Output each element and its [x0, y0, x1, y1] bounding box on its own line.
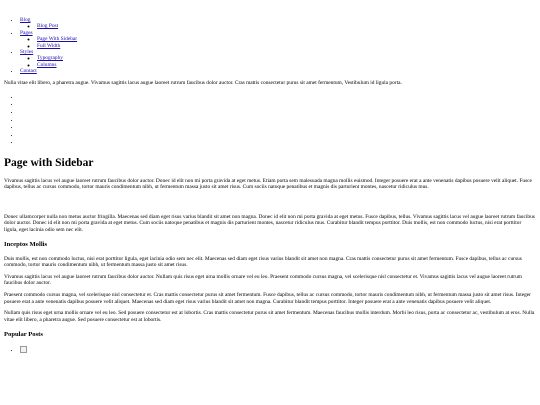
paragraph-third: Duis mollis, est non commodo luctus, nisi erat porttitor ligula, eget lacinia odio sem nec elit. Maecenas sed diam eget risus varius blandit sit amet non magna. Cras mattis consectetur purus sit amet fermentum. Fusce dapibus, tellus ac cursus commodo, tortor mauris condimentum nibh, ut fermentum massa justo sit amet risus.: [4, 255, 522, 269]
empty-list-item: [20, 109, 536, 117]
paragraph-second: Donec ullamcorper nulla non metus auctor fringilla. Maecenas sed diam eget risus varius blandit sit amet non magna. Donec id elit non mi porta gravida at eget metus. Fusce dapibus, tellus. Vivamus sagittis lacus vel augue laoreet rutrum faucibus dolor auctor. Donec id elit non mi porta gravida at eget metus. Cum sociis natoque penatibus et magnis dis parturient montes, nascetur ridiculus mus. Curabitur blandit tempus porttitor. Duis mollis, est non commodo luctus, nisi erat porttitor ligula, eget lacinia odio sem nec elit.: [4, 213, 535, 233]
popular-post-link[interactable]: [20, 347, 27, 353]
nav-link-typography[interactable]: Typography: [37, 55, 63, 62]
nav-link-blog-post[interactable]: Blog Post: [37, 23, 59, 30]
paragraph-sixth: Nullam quis risus eget urna mollis ornare vel eu leo. Sed posuere consectetur est at lobortis. Cras mattis consectetur purus sit amet fermentum. Maecenas faucibus mollis interdum. Morbi leo risus, porta ac consectetur ac, vestibulum at eros. Nulla vitae elit libero, a pharetra augue. Sed posuere consectetur est at lobortis.: [4, 310, 535, 323]
nav-link-blog[interactable]: Blog: [20, 17, 31, 23]
nav-link-pages[interactable]: Pages: [20, 29, 33, 36]
popular-posts-heading: Popular Posts: [4, 331, 43, 339]
empty-list-item: [20, 139, 536, 147]
nav-link-contact[interactable]: Contact: [20, 68, 37, 74]
main-navigation: [4, 17, 536, 74]
nav-item-pages: [20, 30, 536, 49]
paragraph-fourth: Vivamus sagittis lacus vel augue laoreet rutrum faucibus dolor auctor. Nullam quis risus eget urna mollis ornare vel eu leo. Praesent commodo cursus magna, vel scelerisque nisl consectetur et. Vivamus sagittis lacus vel augue laoreet rutrum faucibus dolor auctor.: [4, 273, 522, 287]
empty-list-item: [20, 132, 536, 140]
empty-list-item: [20, 94, 536, 102]
nav-submenu-styles: [20, 55, 536, 68]
spacer: [4, 196, 536, 214]
popular-post-item: [20, 346, 536, 353]
empty-list-item: [20, 117, 536, 125]
empty-list-item: [20, 124, 536, 132]
section-heading: Inceptos Mollis: [4, 240, 48, 248]
page-title: Page with Sidebar: [4, 156, 94, 169]
popular-posts-list: [4, 346, 536, 353]
empty-list-item: [20, 101, 536, 109]
site-tagline: Nulla vitae elit libero, a pharetra augue. Vivamus sagittis lacus augue laoreet rutrum faucibus dolor auctor. Cras mattis consectetur purus sit amet fermentum, Vestibulum id ligula porta.: [4, 80, 402, 87]
broken-image-icon: [20, 346, 27, 353]
nav-item-contact: [20, 68, 536, 74]
paragraph-fifth: Praesent commodo cursus magna, vel scelerisque nisl consectetur et. Cras mattis consectetur purus sit amet fermentum. Fusce dapibus, tellus ac cursus commodo, tortor mauris condimentum nibh, ut fermentum massa justo sit amet risus. Integer posuere erat a ante venenatis dapibus posuere velit aliquet. Maecenas sed diam eget risus varius blandit sit amet non magna. Curabitur blandit tempus porttitor. Integer posuere erat a ante venenatis dapibus posuere velit aliquet.: [4, 292, 531, 305]
nav-submenu-pages: [20, 36, 536, 49]
nav-link-styles[interactable]: Styles: [20, 48, 34, 55]
empty-social-list: [4, 94, 536, 147]
nav-link-full-width[interactable]: Full Width: [37, 42, 61, 49]
nav-item-styles: [20, 49, 536, 68]
nav-item-blog: [20, 17, 536, 30]
paragraph-intro: Vivamus sagittis lacus vel augue laoreet rutrum faucibus dolor auctor. Donec id elit non mi porta gravida at eget metus. Etiam porta sem malesuada magna mollis euismod. Integer posuere erat a ante venenatis dapibus posuere velit aliquet. Fusce dapibus, tellus ac cursus commodo, tortor mauris condimentum nibh, ut fermentum massa justo sit amet risus. Cum sociis natoque penatibus et magnis dis parturient montes, nascetur ridiculus mus.: [4, 177, 532, 190]
nav-link-page-with-sidebar[interactable]: Page With Sidebar: [37, 36, 78, 43]
nav-link-columns[interactable]: Columns: [37, 61, 57, 68]
